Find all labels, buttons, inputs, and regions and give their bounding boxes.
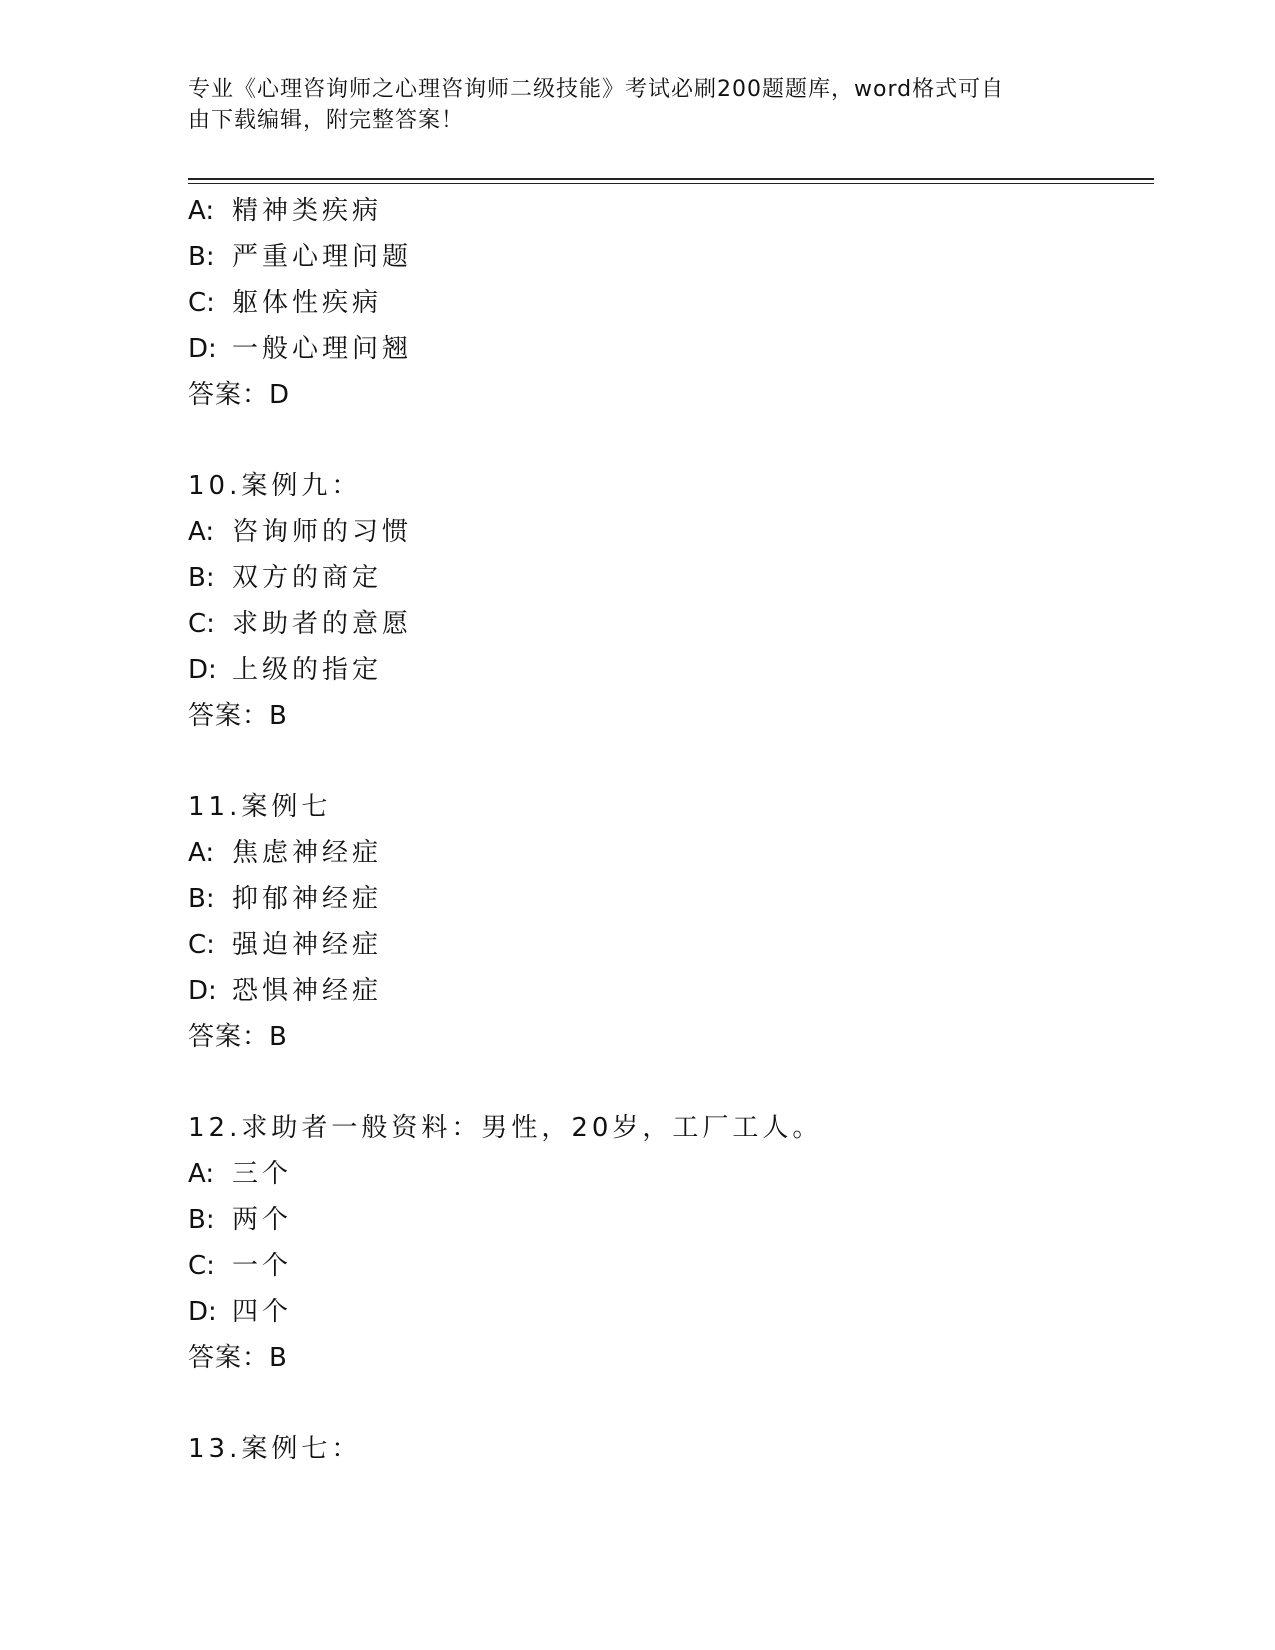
- answer-line: 答案：D: [188, 380, 291, 410]
- answer-line: 答案：B: [188, 1343, 288, 1373]
- question-spacer: [188, 1381, 1148, 1426]
- option-key: C:: [188, 930, 215, 960]
- option-key: A:: [188, 517, 215, 547]
- option-b: [188, 555, 1148, 601]
- question-title: 11.案例七: [188, 792, 332, 822]
- option-d: [188, 968, 1148, 1014]
- question-title: 13.案例七：: [188, 1434, 362, 1464]
- question-10: [188, 463, 1148, 739]
- option-key: A:: [188, 838, 215, 868]
- header-divider-thick: [188, 178, 1154, 180]
- option-key: C:: [188, 609, 215, 639]
- option-c: [188, 280, 1148, 326]
- option-text: 咨询师的习惯: [232, 517, 413, 547]
- header-line-1: 专业《心理咨询师之心理咨询师二级技能》考试必刷200题题库，word格式可自: [188, 77, 1005, 102]
- option-c: [188, 1243, 1148, 1289]
- option-text: 一般心理问翘: [232, 334, 413, 364]
- option-b: [188, 1197, 1148, 1243]
- option-key: B:: [188, 884, 215, 914]
- question-11: [188, 784, 1148, 1060]
- option-text: 一个: [232, 1251, 293, 1281]
- question-13: [188, 1426, 1148, 1472]
- option-a: [188, 830, 1148, 876]
- option-b: [188, 876, 1148, 922]
- option-a: [188, 509, 1148, 555]
- answer-line: 答案：B: [188, 701, 288, 731]
- option-text: 三个: [232, 1159, 293, 1189]
- document-header: [188, 74, 1068, 136]
- option-text: 焦虑神经症: [232, 838, 383, 868]
- option-key: A:: [188, 1159, 215, 1189]
- option-c: [188, 922, 1148, 968]
- option-d: [188, 326, 1148, 372]
- option-key: A:: [188, 196, 215, 226]
- question-list: [188, 188, 1148, 1472]
- option-d: [188, 1289, 1148, 1335]
- option-key: C:: [188, 288, 215, 318]
- option-text: 恐惧神经症: [232, 976, 383, 1006]
- option-d: [188, 647, 1148, 693]
- option-key: B:: [188, 242, 215, 272]
- option-text: 上级的指定: [232, 655, 383, 685]
- question-9: [188, 188, 1148, 418]
- option-c: [188, 601, 1148, 647]
- header-divider-thin: [188, 183, 1154, 184]
- option-key: B:: [188, 1205, 215, 1235]
- answer-line: 答案：B: [188, 1022, 288, 1052]
- option-key: D:: [188, 976, 217, 1006]
- option-text: 强迫神经症: [232, 930, 383, 960]
- question-spacer: [188, 1060, 1148, 1105]
- header-line-2: 由下载编辑，附完整答案！: [188, 108, 465, 133]
- question-title: 10.案例九：: [188, 471, 362, 501]
- option-text: 两个: [232, 1205, 293, 1235]
- option-text: 双方的商定: [232, 563, 383, 593]
- option-key: D:: [188, 655, 217, 685]
- option-a: [188, 188, 1148, 234]
- option-text: 四个: [232, 1297, 293, 1327]
- option-key: D:: [188, 334, 217, 364]
- option-key: D:: [188, 1297, 217, 1327]
- question-12: [188, 1105, 1148, 1381]
- option-text: 求助者的意愿: [232, 609, 413, 639]
- option-key: C:: [188, 1251, 215, 1281]
- option-a: [188, 1151, 1148, 1197]
- option-key: B:: [188, 563, 215, 593]
- question-spacer: [188, 739, 1148, 784]
- option-text: 严重心理问题: [232, 242, 413, 272]
- question-spacer: [188, 418, 1148, 463]
- option-text: 抑郁神经症: [232, 884, 383, 914]
- option-text: 躯体性疾病: [232, 288, 383, 318]
- option-text: 精神类疾病: [232, 196, 383, 226]
- option-b: [188, 234, 1148, 280]
- question-title: 12.求助者一般资料：男性，20岁，工厂工人。: [188, 1113, 823, 1143]
